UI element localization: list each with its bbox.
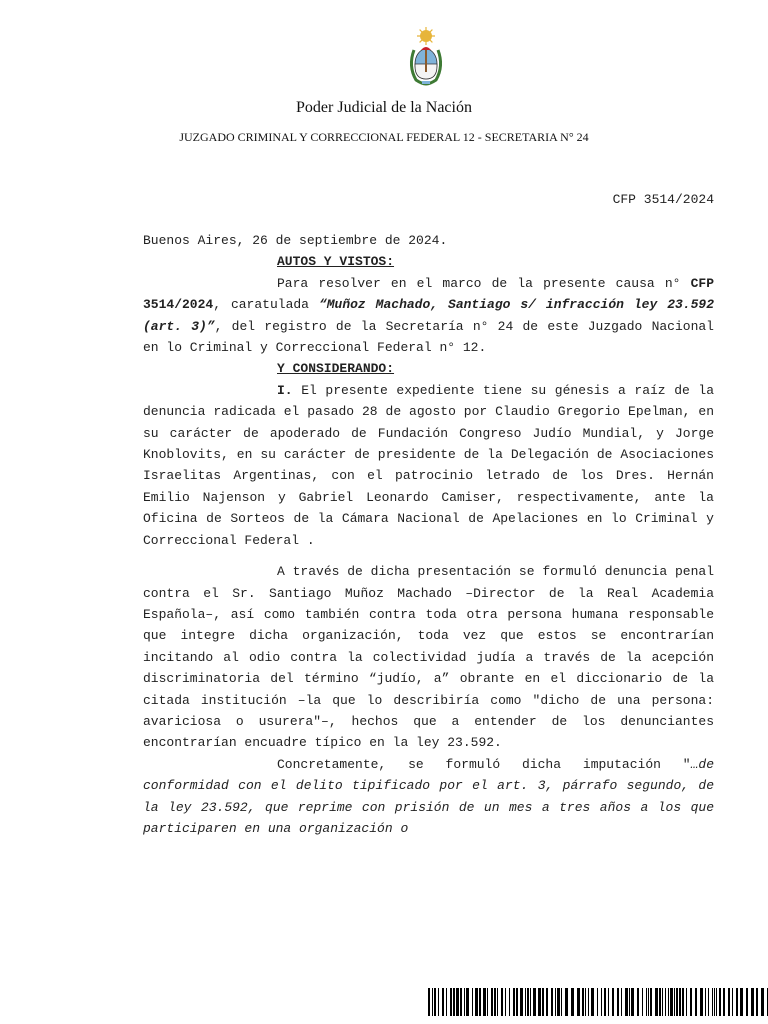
- document-barcode: [428, 988, 768, 1016]
- barcode-bar: [670, 988, 673, 1016]
- paragraph-denuncia: A través de dicha presentación se formuló denuncia penal contra el Sr. Santiago Muñoz Machado –Director de la Real Academia Española–, así como también contra toda otra persona humana responsable que integre dicha organización, toda vez que estos se encontrarían incitando al odio contra la colectividad judía a través de la acepción discriminatoria del término “judío, a” obrante en el diccionario de la citada institución –la que lo describiría como "dicho de una persona: avariciosa o usurera"–, hechos que a entender de los denunciantes encontrarían encuadre típico en la ley 23.592.: [143, 564, 714, 751]
- barcode-bar: [577, 988, 580, 1016]
- barcode-bar: [761, 988, 764, 1016]
- barcode-bar: [466, 988, 469, 1016]
- barcode-bar: [527, 988, 529, 1016]
- barcode-bar: [479, 988, 481, 1016]
- paragraph-genesis: [143, 380, 714, 551]
- barcode-bar: [460, 988, 462, 1016]
- barcode-bar: [588, 988, 589, 1016]
- barcode-bar: [662, 988, 663, 1016]
- barcode-bar: [629, 988, 630, 1016]
- barcode-bar: [551, 988, 553, 1016]
- barcode-bar: [604, 988, 606, 1016]
- section-number: I.: [277, 382, 293, 398]
- barcode-bar: [546, 988, 548, 1016]
- heading-autos-y-vistos: AUTOS Y VISTOS:: [277, 254, 395, 270]
- barcode-bar: [530, 988, 531, 1016]
- date-line: Buenos Aires, 26 de septiembre de 2024.: [143, 233, 448, 248]
- paragraph-imputacion-quote: …de conformidad con el delito tipificado por el art. 3, párrafo segundo, de la ley 23.592, que reprime con prisión de un mes a tres años a los que participaren en una organización o: [143, 756, 714, 836]
- barcode-bar: [520, 988, 523, 1016]
- barcode-bar: [525, 988, 526, 1016]
- barcode-bar: [501, 988, 503, 1016]
- barcode-bar: [668, 988, 669, 1016]
- barcode-bar: [432, 988, 433, 1016]
- barcode-bar: [608, 988, 609, 1016]
- barcode-bar: [597, 988, 598, 1016]
- paragraph-resolver: [143, 273, 714, 359]
- barcode-bar: [674, 988, 675, 1016]
- paragraph-imputacion: [143, 754, 714, 840]
- barcode-bar: [708, 988, 709, 1016]
- barcode-bar: [591, 988, 594, 1016]
- barcode-bar: [505, 988, 506, 1016]
- barcode-bar: [472, 988, 473, 1016]
- barcode-bar: [714, 988, 715, 1016]
- barcode-bar: [497, 988, 498, 1016]
- barcode-bar: [659, 988, 661, 1016]
- barcode-bar: [746, 988, 748, 1016]
- barcode-bar: [533, 988, 536, 1016]
- barcode-bar: [665, 988, 666, 1016]
- barcode-bar: [464, 988, 465, 1016]
- barcode-bar: [690, 988, 692, 1016]
- coat-of-arms-seal: [404, 26, 448, 88]
- barcode-bar: [682, 988, 684, 1016]
- paragraph-genesis-text: El presente expediente tiene su génesis a raíz de la denuncia radicada el pasado 28 de agosto por Claudio Gregorio Epelman, en su carácter de apoderado de Fundación Congreso Judío Mundial, y Jorge Knoblovits, en su carácter de presidente de la Delegación de Asociaciones Israelitas Argentinas, con el patrocinio letrado de los Dres. Hernán Emilio Najenson y Gabriel Leonardo Camiser, respectivamente, ante la Oficina de Sorteos de la Cámara Nacional de Apelaciones en lo Criminal y Correccional Federal .: [143, 382, 714, 548]
- barcode-bar: [676, 988, 678, 1016]
- barcode-bar: [679, 988, 681, 1016]
- barcode-bar: [450, 988, 452, 1016]
- barcode-bar: [542, 988, 544, 1016]
- barcode-bar: [631, 988, 634, 1016]
- case-caption: “Muñoz Machado, Santiago s/ infracción ley 23.592 (art. 3)”: [143, 297, 715, 334]
- barcode-bar: [487, 988, 488, 1016]
- barcode-bar: [442, 988, 444, 1016]
- barcode-bar: [637, 988, 639, 1016]
- barcode-bar: [736, 988, 738, 1016]
- barcode-bar: [712, 988, 713, 1016]
- barcode-bar: [700, 988, 703, 1016]
- barcode-bar: [716, 988, 717, 1016]
- barcode-bar: [646, 988, 647, 1016]
- paragraph-resolver-text-e: , del registro de la Secretaría n° 24 de este Juzgado Nacional en lo Criminal y Correccional Federal n° 12.: [143, 318, 714, 356]
- barcode-bar: [582, 988, 584, 1016]
- barcode-bar: [538, 988, 541, 1016]
- barcode-bar: [655, 988, 658, 1016]
- heading-considerando: Y CONSIDERANDO:: [277, 361, 395, 377]
- barcode-bar: [557, 988, 560, 1016]
- barcode-bar: [648, 988, 649, 1016]
- barcode-bar: [686, 988, 687, 1016]
- barcode-bar: [621, 988, 622, 1016]
- barcode-bar: [756, 988, 758, 1016]
- barcode-bar: [483, 988, 486, 1016]
- barcode-bar: [434, 988, 436, 1016]
- barcode-bar: [601, 988, 602, 1016]
- barcode-bar: [513, 988, 515, 1016]
- barcode-bar: [446, 988, 447, 1016]
- barcode-bar: [555, 988, 556, 1016]
- barcode-bar: [705, 988, 706, 1016]
- barcode-bar: [612, 988, 614, 1016]
- barcode-bar: [565, 988, 568, 1016]
- barcode-bar: [571, 988, 574, 1016]
- barcode-bar: [740, 988, 743, 1016]
- barcode-bar: [475, 988, 478, 1016]
- barcode-bar: [617, 988, 619, 1016]
- paragraph-imputacion-text: Concretamente, se formuló dicha imputación ": [277, 756, 691, 772]
- barcode-bar: [650, 988, 652, 1016]
- barcode-bar: [428, 988, 430, 1016]
- court-name: JUZGADO CRIMINAL Y CORRECCIONAL FEDERAL 12 - SECRETARIA N° 24: [179, 130, 589, 144]
- header-title: Poder Judicial de la Nación: [296, 99, 472, 116]
- barcode-bar: [491, 988, 493, 1016]
- barcode-bar: [723, 988, 725, 1016]
- barcode-bar: [695, 988, 697, 1016]
- barcode-bar: [456, 988, 459, 1016]
- barcode-bar: [509, 988, 510, 1016]
- barcode-bar: [642, 988, 643, 1016]
- document-body: [143, 230, 714, 839]
- barcode-bar: [494, 988, 496, 1016]
- barcode-bar: [585, 988, 586, 1016]
- case-number: CFP 3514/2024: [612, 192, 714, 207]
- barcode-bar: [561, 988, 562, 1016]
- barcode-bar: [751, 988, 754, 1016]
- paragraph-resolver-text-c: , caratulada: [213, 297, 319, 313]
- paragraph-resolver-text-a: Para resolver en el marco de la presente causa n°: [277, 275, 691, 291]
- barcode-bar: [438, 988, 439, 1016]
- barcode-bar: [453, 988, 455, 1016]
- barcode-bar: [719, 988, 721, 1016]
- barcode-bar: [516, 988, 518, 1016]
- barcode-bar: [732, 988, 733, 1016]
- barcode-bar: [625, 988, 628, 1016]
- barcode-bar: [728, 988, 730, 1016]
- case-number-inline: CFP 3514/2024: [143, 275, 714, 313]
